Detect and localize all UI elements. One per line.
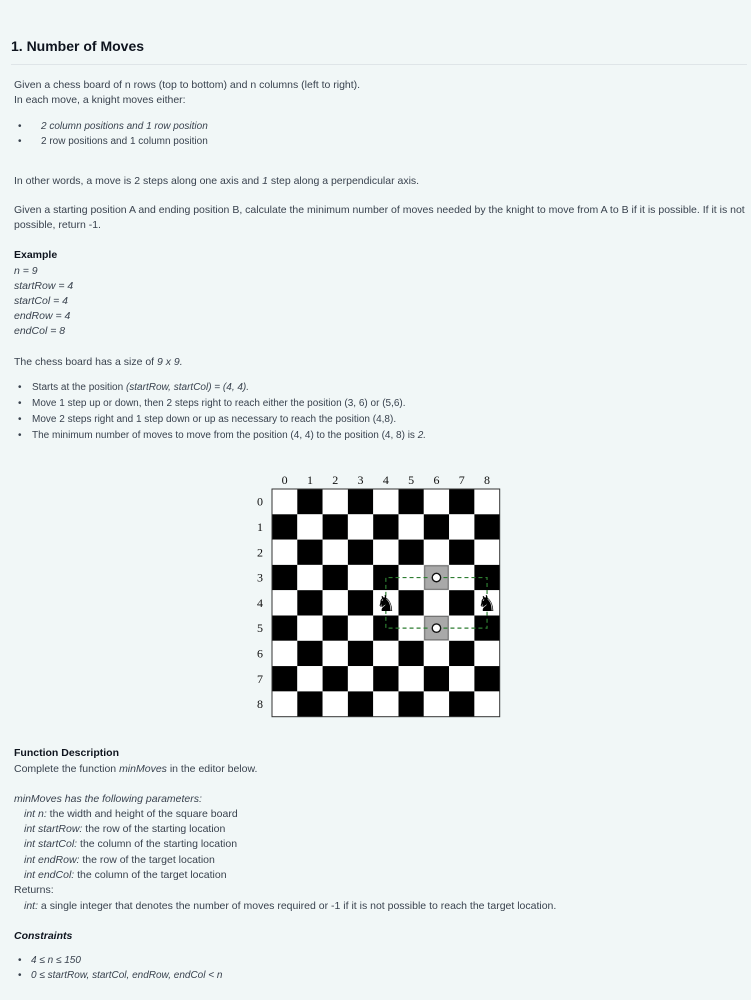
bullet-dot: • [18,430,22,441]
knight-icon: ♞ [477,590,497,616]
board-square [424,489,449,514]
board-square [297,540,322,565]
board-square [449,641,474,666]
bullet-dot: • [18,121,22,132]
board-square [449,540,474,565]
move-option-1 [18,119,208,134]
board-square [348,666,373,691]
board-square [323,565,348,590]
intro-line-1: Given a chess board of n rows (top to bottom) and n columns (left to right). [14,79,361,91]
bullet-dot: • [18,136,22,147]
board-square [399,540,424,565]
intermediate-marker [432,573,440,581]
column-label: 0 [281,473,288,487]
column-label: 7 [458,473,465,487]
example-step-4 [18,428,426,443]
board-size-pre: The chess board has a size of [14,356,157,368]
intermediate-marker [432,624,440,632]
board-square [297,565,322,590]
problem-title: 1. Number of Moves [11,38,145,54]
knight-icon: ♞ [375,590,396,616]
step-4-em: 2. [417,430,427,441]
example-line-endcol: endCol = 8 [14,325,66,337]
board-square [373,514,398,539]
param-startcol [24,837,237,852]
board-square [424,641,449,666]
step-4-pre: The minimum number of moves to move from the position (4, 4) to the position (4, 8) is [32,430,418,441]
board-square [399,514,424,539]
param-startcol-name: int startCol: [24,838,78,850]
board-square [348,540,373,565]
param-n [24,807,238,822]
row-label: 7 [257,671,263,686]
board-square [323,540,348,565]
board-square [399,666,424,691]
bullet-dot: • [18,955,22,966]
board-square [323,641,348,666]
constraint-1 [18,953,81,968]
chess-board-figure [250,470,510,722]
board-square [449,590,474,615]
board-square [348,590,373,615]
board-square [297,514,322,539]
example-line-startcol: startCol = 4 [14,295,68,307]
constraint-2-text: 0 ≤ startRow, startCol, endRow, endCol < n [31,970,223,981]
example-heading: Example [14,249,58,261]
board-square [323,691,348,716]
board-square [348,514,373,539]
board-square [272,666,297,691]
other-words-em: 1 [262,175,268,187]
fd-text-pre: Complete the function [14,763,120,775]
board-square [399,489,424,514]
bullet-dot: • [18,382,22,393]
column-label: 3 [357,473,364,487]
param-startrow [24,822,225,837]
board-square [474,641,499,666]
column-label: 5 [408,473,415,487]
function-description-text [14,762,257,777]
returns-name: int: [24,900,39,912]
row-label: 5 [257,621,263,636]
example-step-1 [18,380,249,395]
example-line-startrow: startRow = 4 [14,280,74,292]
board-square [272,489,297,514]
board-square [373,540,398,565]
param-startrow-name: int startRow: [24,823,83,835]
move-option-2 [18,134,208,149]
board-square [323,616,348,641]
column-label: 4 [382,473,389,487]
board-square [297,590,322,615]
column-label: 8 [484,473,491,487]
board-square [449,666,474,691]
board-square [297,616,322,641]
other-words-line [14,174,419,189]
example-line-n: n = 9 [14,265,38,277]
board-square [474,514,499,539]
move-option-1-text: 2 column positions and 1 row position [41,121,208,132]
row-label: 3 [257,570,263,585]
row-label: 6 [257,646,263,661]
board-square [449,489,474,514]
board-square [373,489,398,514]
step-2-text: Move 1 step up or down, then 2 steps right to reach either the position (3, 6) or (5,6). [32,398,406,409]
board-square [297,666,322,691]
board-square [297,641,322,666]
param-endrow-desc: the row of the target location [79,854,215,866]
constraint-1-text: 4 ≤ n ≤ 150 [31,955,81,966]
other-words-pre: In other words, a move is 2 steps along one axis and [14,175,263,187]
board-square [297,691,322,716]
returns-heading: Returns: [14,884,54,896]
board-square [272,616,297,641]
step-3-text: Move 2 steps right and 1 step down or up as necessary to reach the position (4,8). [32,414,397,425]
board-square [424,540,449,565]
param-n-name: int n: [24,808,47,820]
board-square [373,691,398,716]
bullet-dot: • [18,398,22,409]
param-endcol-desc: the column of the target location [74,869,227,881]
param-endrow-name: int endRow: [24,854,80,866]
column-label: 1 [306,473,313,487]
example-line-endrow: endRow = 4 [14,310,71,322]
board-square [272,641,297,666]
param-startcol-desc: the column of the starting location [77,838,238,850]
constraint-2 [18,968,222,983]
board-square [399,691,424,716]
example-step-2 [18,396,406,411]
step-1-pre: Starts at the position [32,382,126,393]
other-words-post: step along a perpendicular axis. [267,175,420,187]
board-square [348,691,373,716]
param-endcol-name: int endCol: [24,869,75,881]
board-square [323,666,348,691]
board-square [348,641,373,666]
board-square [399,590,424,615]
board-square [474,666,499,691]
board-square [449,514,474,539]
params-heading: minMoves has the following parameters: [14,793,202,805]
board-square [449,691,474,716]
constraints-heading: Constraints [14,930,73,942]
board-square [323,489,348,514]
board-square [399,641,424,666]
board-square [373,641,398,666]
board-size-line [14,355,183,370]
board-square [348,565,373,590]
board-square [474,691,499,716]
example-step-3 [18,412,396,427]
board-square [348,616,373,641]
task-text: Given a starting position A and ending position B, calculate the minimum number of moves needed by the knight to move from A to B if it is possible. If it is not possible, return -1. [14,204,745,231]
fd-text-post: in the editor below. [166,763,258,775]
step-1-em: (startRow, startCol) = (4, 4). [125,382,250,393]
title-divider [11,64,747,65]
returns-text [24,899,556,914]
board-square [297,489,322,514]
board-square [272,514,297,539]
board-square [424,590,449,615]
board-square [272,590,297,615]
fd-function-name: minMoves [119,763,167,775]
board-square [272,691,297,716]
row-label: 4 [257,595,263,610]
param-endrow [24,853,215,868]
board-square [474,540,499,565]
bullet-dot: • [18,414,22,425]
board-square [323,590,348,615]
board-square [424,514,449,539]
move-option-2-text: 2 row positions and 1 column position [41,136,208,147]
column-label: 6 [433,473,440,487]
column-label: 2 [332,473,339,487]
intro-line-2: In each move, a knight moves either: [14,94,186,106]
function-description-heading: Function Description [14,747,119,759]
param-endcol [24,868,227,883]
board-size-em: 9 x 9. [157,356,183,368]
chess-board-svg [250,470,510,722]
row-label: 0 [257,494,263,509]
board-square [272,565,297,590]
row-label: 1 [257,519,263,534]
param-startrow-desc: the row of the starting location [82,823,226,835]
board-square [323,514,348,539]
row-label: 8 [257,697,263,712]
board-square [424,691,449,716]
bullet-dot: • [18,970,22,981]
board-square [474,489,499,514]
row-label: 2 [257,545,263,560]
param-n-desc: the width and height of the square board [46,808,238,820]
board-square [348,489,373,514]
board-square [272,540,297,565]
returns-desc: a single integer that denotes the number of moves required or -1 if it is not possible to reach the target location. [38,900,557,912]
board-square [424,666,449,691]
board-square [373,666,398,691]
